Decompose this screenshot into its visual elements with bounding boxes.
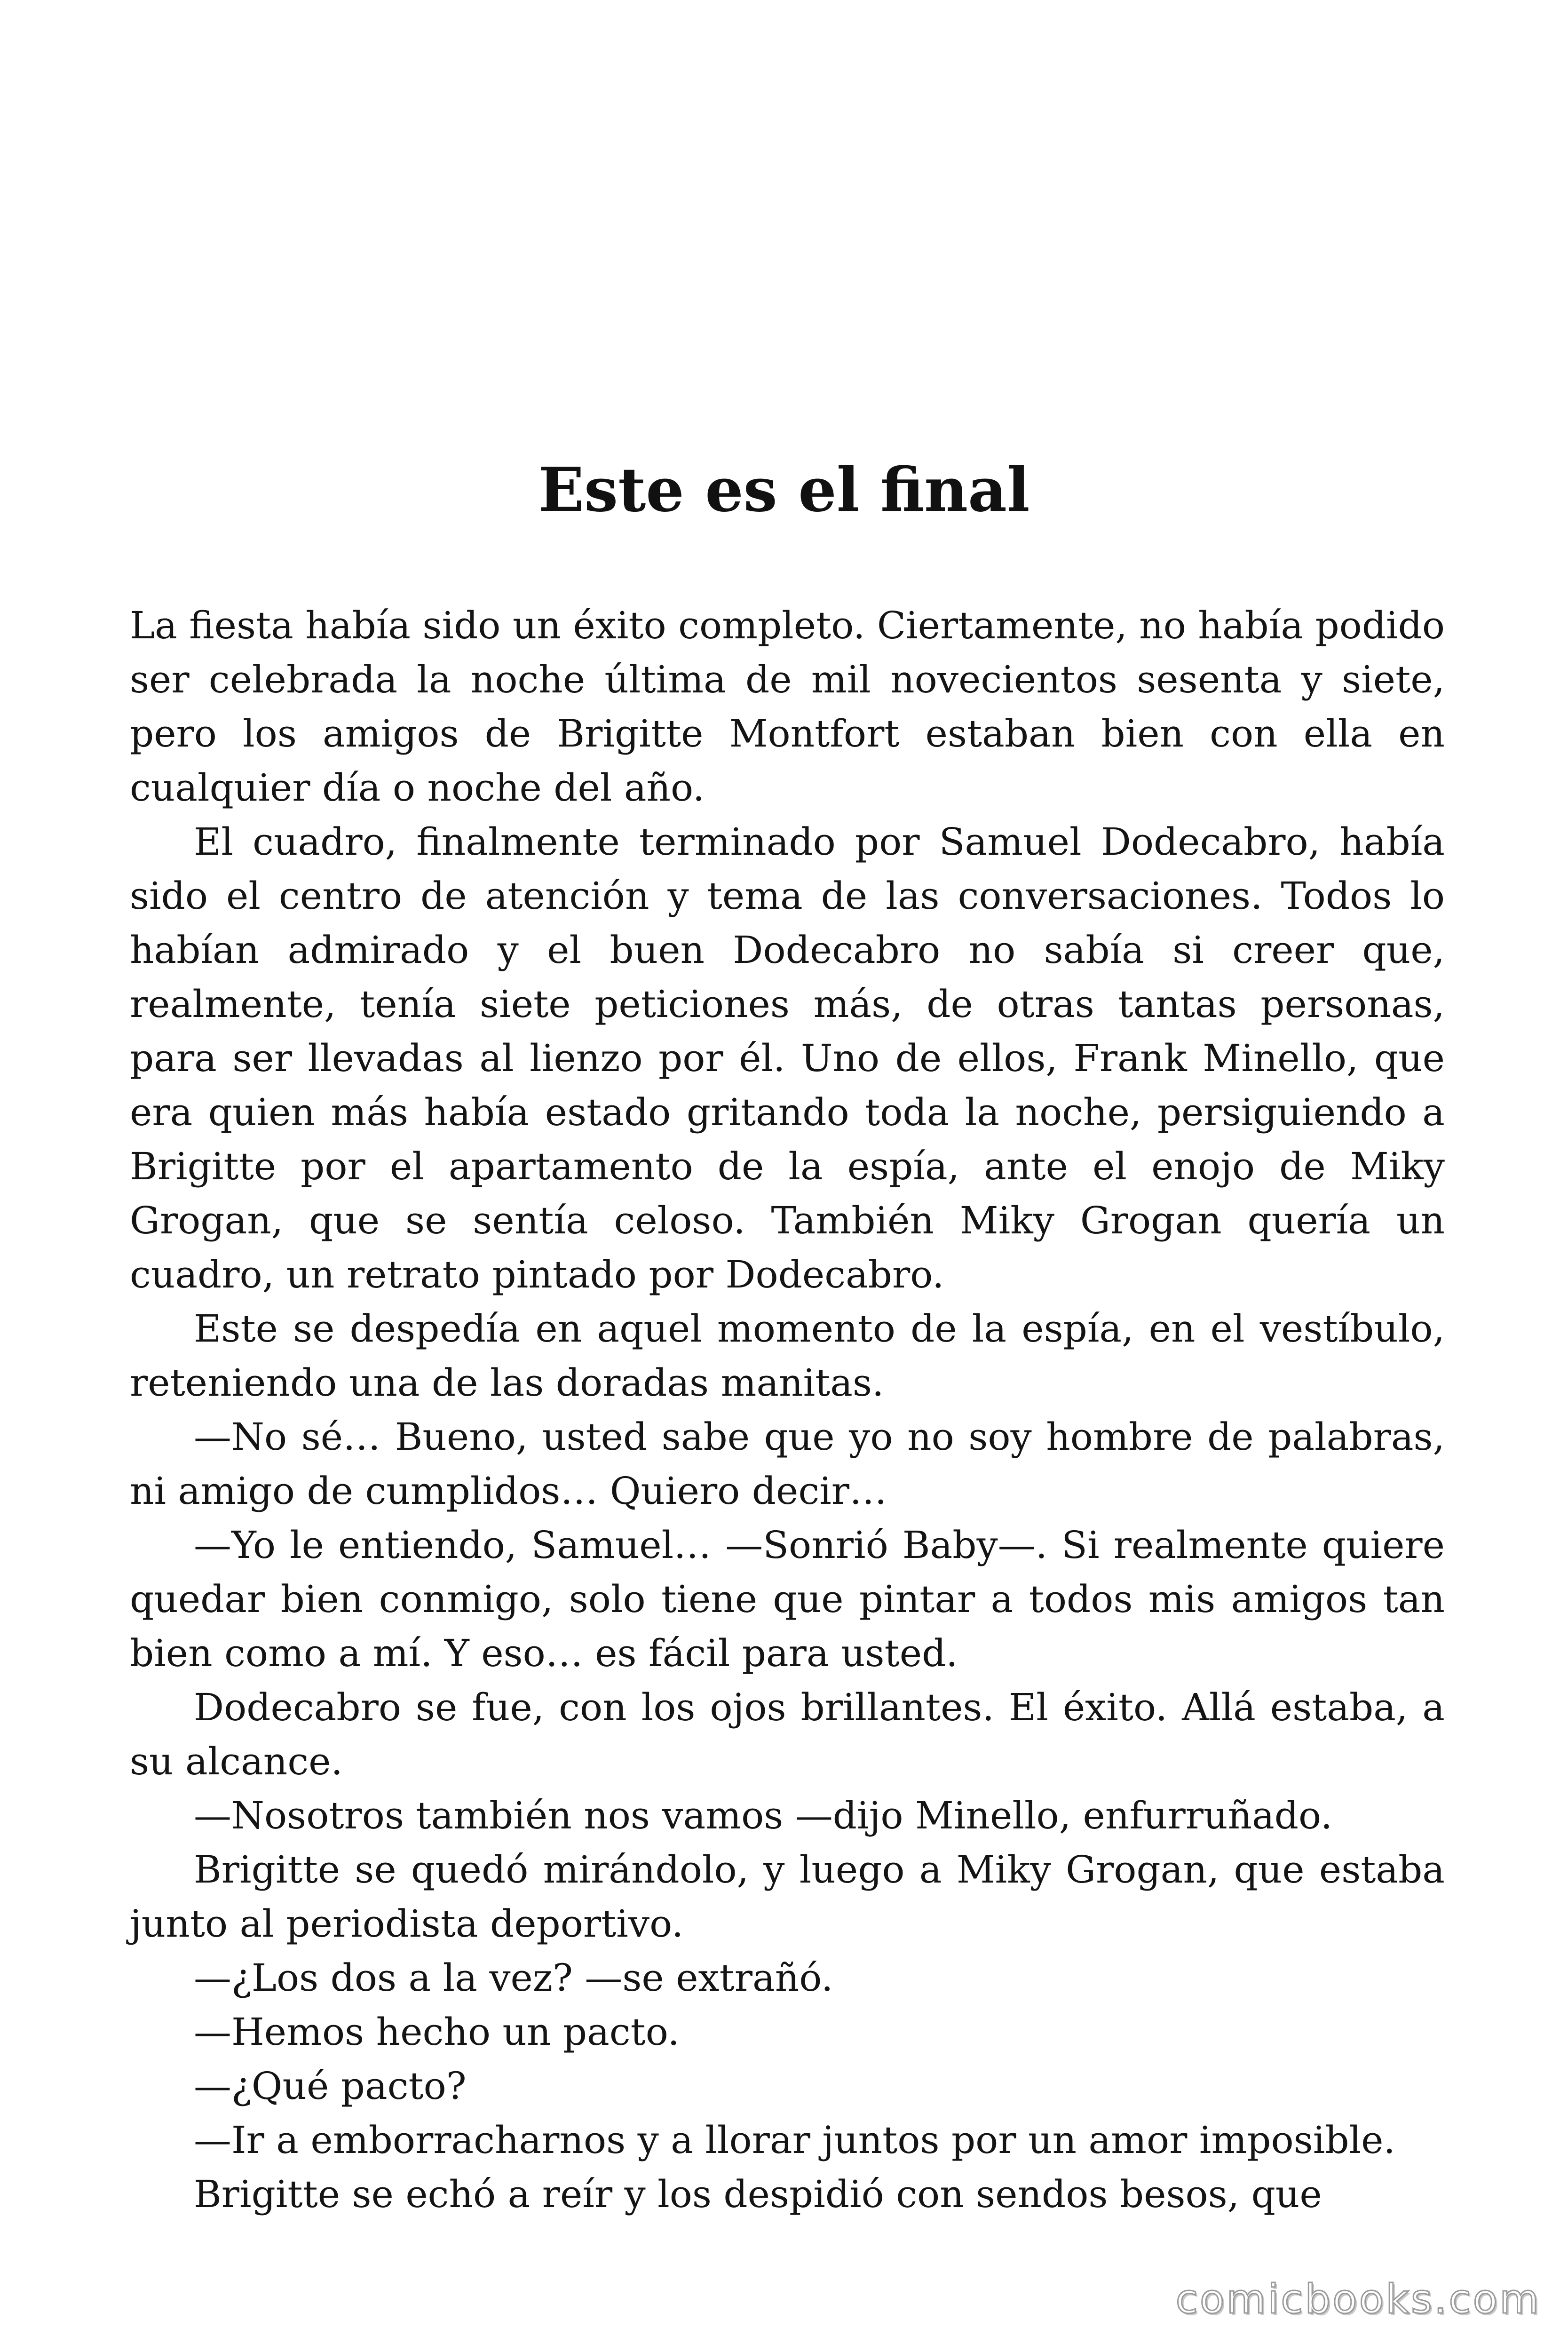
paragraph: Este se despedía en aquel momento de la espía, en el vestíbulo, reteniendo una de las doradas manitas.	[130, 1307, 1445, 1405]
chapter-body	[130, 598, 1445, 2221]
dialogue-paragraph: —Hemos hecho un pacto.	[194, 2010, 680, 2054]
dialogue-paragraph: —¿Los dos a la vez? —se extrañó.	[194, 1956, 833, 2000]
dialogue-paragraph: —Nosotros también nos vamos —dijo Minello, enfurruñado.	[194, 1794, 1333, 1837]
site-watermark: comicbooks.com	[1175, 2276, 1541, 2323]
dialogue-paragraph: —Yo le entiendo, Samuel… —Sonrió Baby—. Si realmente quiere quedar bien conmigo, solo tiene que pintar a todos mis amigos tan bien como a mí. Y eso… es fácil para usted.	[130, 1523, 1445, 1675]
chapter-title: Este es el final	[538, 455, 1030, 525]
dialogue-paragraph: —¿Qué pacto?	[194, 2064, 467, 2108]
paragraph: Brigitte se quedó mirándolo, y luego a Miky Grogan, que estaba junto al periodista deportivo.	[130, 1848, 1445, 1946]
paragraph: Dodecabro se fue, con los ojos brillantes. El éxito. Allá estaba, a su alcance.	[130, 1685, 1445, 1783]
paragraph: La fiesta había sido un éxito completo. Ciertamente, no había podido ser celebrada la noche última de mil novecientos sesenta y siete, pero los amigos de Brigitte Montfort estaban bien con ella en cualquier día o noche del año.	[130, 604, 1445, 810]
paragraph: El cuadro, finalmente terminado por Samuel Dodecabro, había sido el centro de atención y tema de las conversaciones. Todos lo habían admirado y el buen Dodecabro no sabía si creer que, realmente, tenía siete peticiones más, de otras tantas personas, para ser llevadas al lienzo por él. Uno de ellos, Frank Minello, que era quien más había estado gritando toda la noche, persiguiendo a Brigitte por el apartamento de la espía, ante el enojo de Miky Grogan, que se sentía celoso. También Miky Grogan quería un cuadro, un retrato pintado por Dodecabro.	[130, 820, 1445, 1296]
dialogue-paragraph: —No sé… Bueno, usted sabe que yo no soy hombre de palabras, ni amigo de cumplidos… Quiero decir…	[130, 1415, 1445, 1513]
paragraph: Brigitte se echó a reír y los despidió con sendos besos, que	[194, 2172, 1322, 2216]
dialogue-paragraph: —Ir a emborracharnos y a llorar juntos por un amor imposible.	[194, 2118, 1395, 2162]
